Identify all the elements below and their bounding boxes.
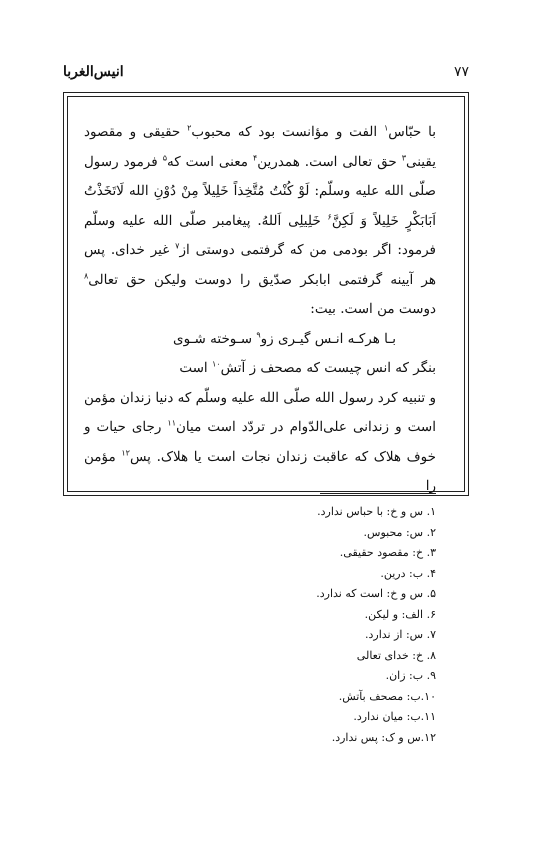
footnote: ۸. خ: خدای تعالی xyxy=(356,648,436,662)
text-run: با حبّاس xyxy=(388,124,436,140)
footnote-marker: ۱ xyxy=(383,123,389,133)
text-run: معنی است که xyxy=(166,153,253,170)
text-run: مؤمن را xyxy=(84,448,436,494)
footnote-marker: ۱۲ xyxy=(121,448,130,457)
verse-line-2 xyxy=(84,354,436,384)
running-title: انیس‌الغربا xyxy=(63,64,124,80)
footnotes-list xyxy=(160,502,436,748)
footnote: ۱. س و خ: با حباس ندارد. xyxy=(317,505,436,518)
text-run: دوست من است. بیت: xyxy=(310,301,436,317)
footnote: ۷. س: از ندارد. xyxy=(364,628,436,641)
footnote: ۶. الف: و لیکن. xyxy=(364,607,436,621)
text-run: بنگر که انس چیست که مصحف ز آتش xyxy=(220,360,436,376)
text-run: سـوخته شـوی xyxy=(173,330,257,347)
footnote-marker: ۶ xyxy=(327,212,332,221)
verse-line-1 xyxy=(84,325,436,355)
footnote: ۴. ب: درین. xyxy=(380,566,436,580)
text-run: است xyxy=(179,360,212,376)
page-header xyxy=(63,64,469,86)
footnote: ۹. ب: زان. xyxy=(385,669,436,682)
footnote: ۱۲.س و ک: پس ندارد. xyxy=(331,730,436,744)
footnote-marker: ۳ xyxy=(401,153,406,162)
footnote: ۱۰.ب: مصحف بآتش. xyxy=(338,689,436,703)
footnote-marker: ۴ xyxy=(252,153,258,162)
footnote-marker: ۲ xyxy=(187,123,192,133)
text-run: حق تعالی است. همدرین xyxy=(257,153,402,170)
footnote-separator xyxy=(320,493,436,494)
text-run: بـا هرکـه انـس گیـری زو xyxy=(260,330,396,347)
footnote: ۵. س و خ: است که ندارد. xyxy=(316,587,436,600)
paragraph-1 xyxy=(84,118,436,325)
footnote-marker: ۹ xyxy=(256,330,261,339)
footnote-marker: ۱۱ xyxy=(167,418,177,428)
text-run: حقیقی و مقصود یقینی xyxy=(84,124,436,170)
main-text xyxy=(84,118,436,502)
footnote-marker: ۵ xyxy=(162,153,167,162)
footnote: ۲. س: محبوس. xyxy=(363,525,436,539)
text-run: غیر خدای. پس هر آیینه گرفتمی ابابکر صدّیق را دوست ولیکن حق تعالی xyxy=(84,242,436,288)
text-run: خَلِیلِی اَللهُ. پیغامبر صلّی الله علیه وسلّم فرمود: اگر بودمی من که گرفتمی دوستی از xyxy=(84,212,436,258)
page-number: ۷۷ xyxy=(453,64,469,80)
paragraph-2 xyxy=(84,384,436,502)
text-run: الفت و مؤانست بود که محبوب xyxy=(191,124,384,140)
text-run: رجای حیات و خوف هلاک که عاقبت زندان نجات است یا هلاک. پس xyxy=(84,419,436,465)
footnote: ۳. خ: مقصود حقیقی. xyxy=(339,546,436,559)
footnote: ۱۱.ب: میان ندارد. xyxy=(353,710,436,723)
footnote-marker: ۷ xyxy=(175,241,180,251)
text-run: فرمود رسول صلّی الله علیه وسلّم: لَوْ کُنْتُ مُتَّخِذاً خَلِیلاً مِنْ دُوْنِ الله لَاتَخَذْتُ اَبَابَکْرٍ خَلِیلاً وَ لَکِنَّ xyxy=(84,153,436,229)
footnote-marker: ۱۰ xyxy=(211,359,221,369)
text-run: و تنبیه کرد رسول الله صلّی الله علیه وسلّم که دنیا زندان مؤمن است و زندانی علی‌الدّوام در تردّد است میان xyxy=(84,389,436,435)
footnote-marker: ۸ xyxy=(84,271,89,280)
